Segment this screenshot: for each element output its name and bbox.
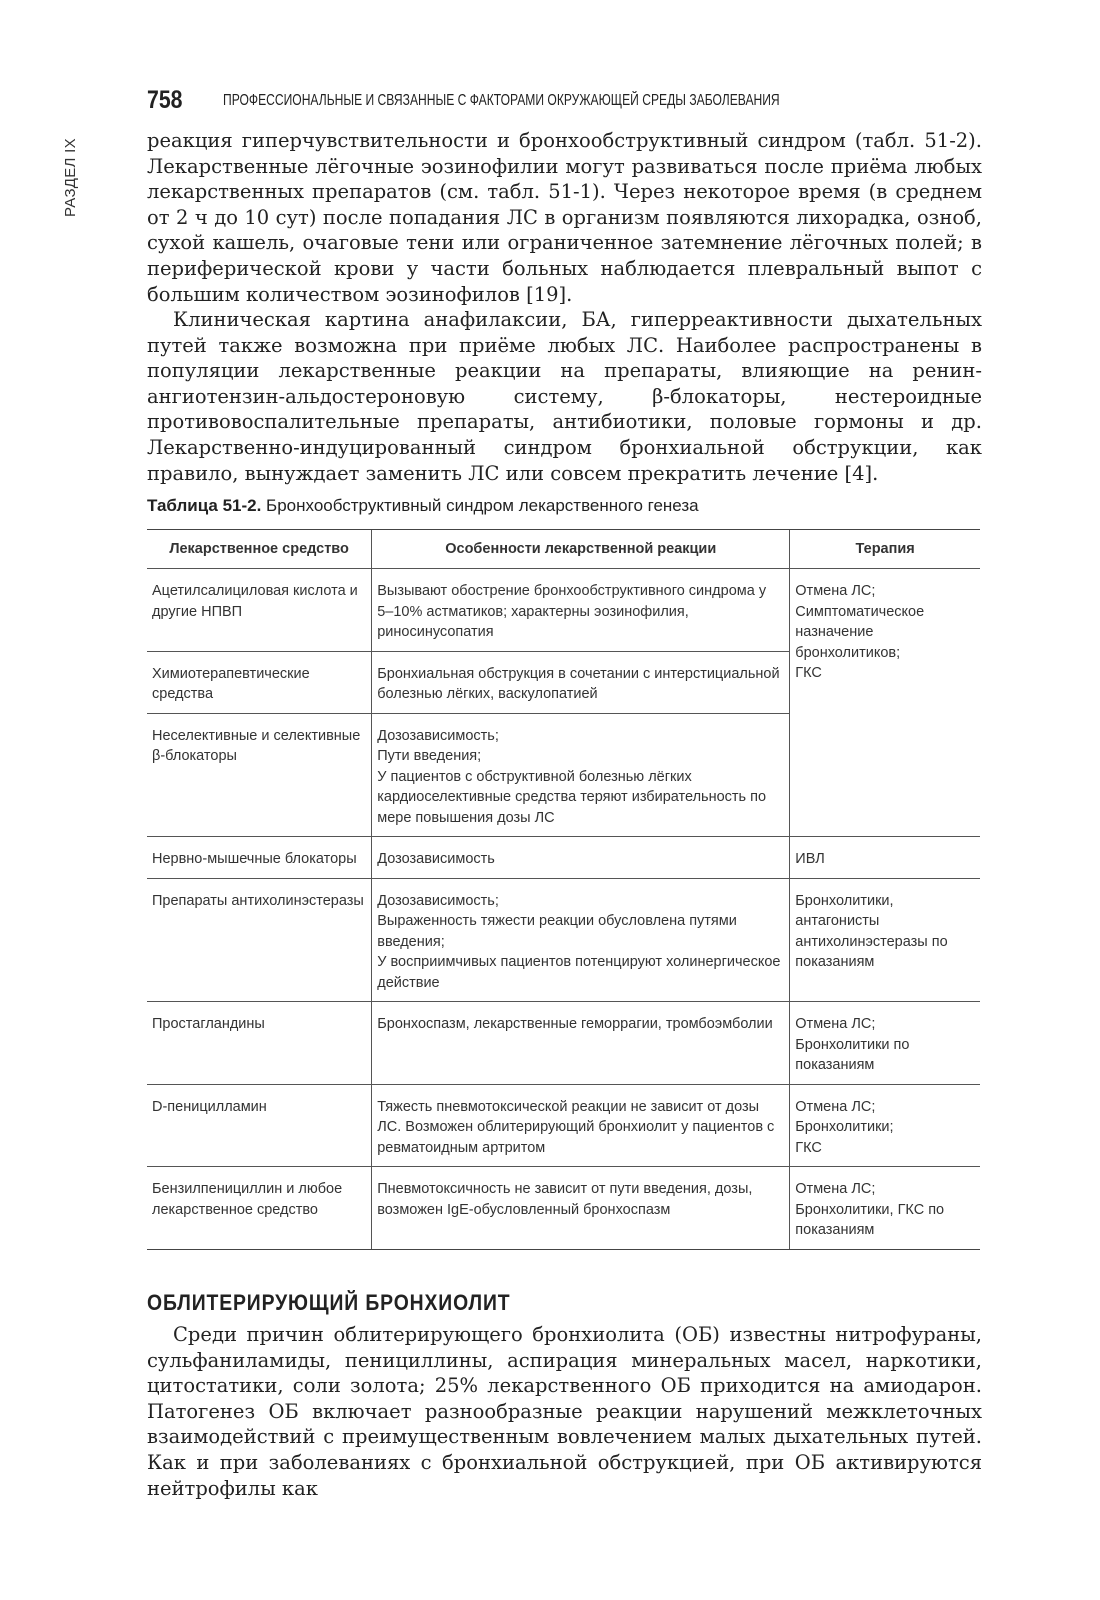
section-heading: ОБЛИТЕРИРУЮЩИЙ БРОНХИОЛИТ	[147, 1290, 511, 1315]
table-row	[147, 569, 980, 652]
therapy-cell	[790, 569, 980, 837]
drug-cell: Ацетилсалициловая кислота и другие НПВП	[147, 569, 372, 652]
drug-cell: Неселективные и селективные β-блокаторы	[147, 713, 372, 837]
drug-cell: Простагландины	[147, 1002, 372, 1085]
column-header-reaction: Особенности лекарственной реакции	[372, 530, 790, 569]
drug-cell: Препараты антихолинэстеразы	[147, 878, 372, 1002]
table-row	[147, 1084, 980, 1167]
reaction-cell: Тяжесть пневмотоксической реакции не зависит от дозы ЛС. Возможен облитерирующий бронхиолит у пациентов с ревматоидным артритом	[372, 1084, 790, 1167]
reaction-cell: Бронхоспазм, лекарственные геморрагии, тромбоэмболии	[372, 1002, 790, 1085]
section-side-label-text: РАЗДЕЛ IX	[62, 138, 79, 217]
therapy-cell: Отмена ЛС; Бронхолитики по показаниям	[790, 1002, 980, 1085]
therapy-cell-text	[795, 581, 965, 684]
reaction-cell: Дозозависимость	[372, 837, 790, 879]
paragraph-hypersensitivity: реакция гиперчувствительности и бронхообструктивный синдром (табл. 51-2). Лекарственные лёгочные эозинофилии могут развиваться после приёма любых лекарственных препаратов (см. табл. 51-1). Через некоторое время (в среднем от 2 ч до 10 сут) после попадания ЛС в организм появляются лихорадка, озноб, сухой кашель, очаговые тени или ограниченное затемнение лёгочных полей; в периферической крови у части больных наблюдается плевральный выпот с большим количеством эозинофилов [19].	[147, 129, 982, 306]
reaction-cell: Дозозависимость; Выраженность тяжести реакции обусловлена путями введения; У восприимчивых пациентов потенцируют холинергическое действие	[372, 878, 790, 1002]
column-header-therapy: Терапия	[790, 530, 980, 569]
page-header	[147, 88, 982, 118]
paragraph-bronchiolitis: Среди причин облитерирующего бронхиолита (ОБ) известны нитрофураны, сульфаниламиды, пенициллины, аспирация минеральных масел, наркотики, цитостатики, соли золота; 25% лекарственного ОБ приходится на амиодарон. Патогенез ОБ включает разнообразные реакции нарушений межклеточных взаимодействий с преимущественным вовлечением малых дыхательных путей. Как и при заболеваниях с бронхиальной обструкцией, при ОБ активируются нейтрофилы как	[147, 1323, 982, 1500]
drug-cell: Химиотерапевтические средства	[147, 651, 372, 713]
drug-cell: Нервно-мышечные блокаторы	[147, 837, 372, 879]
drug-cell: Бензилпенициллин и любое лекарственное средство	[147, 1167, 372, 1250]
running-title: ПРОФЕССИОНАЛЬНЫЕ И СВЯЗАННЫЕ С ФАКТОРАМИ ОКРУЖАЮЩЕЙ СРЕДЫ ЗАБОЛЕВАНИЯ	[223, 92, 780, 109]
therapy-line: ГКС	[795, 665, 822, 681]
therapy-line: Отмена ЛС;	[795, 583, 876, 599]
table-caption-text: Бронхообструктивный синдром лекарственного генеза	[261, 496, 699, 515]
therapy-cell: ИВЛ	[790, 837, 980, 879]
paragraph-anaphylaxis: Клиническая картина анафилаксии, БА, гиперреактивности дыхательных путей также возможна при приёме любых ЛС. Наиболее распространены в популяции лекарственные реакции на препараты, влияющие на ренин-ангиотензин-альдостероновую систему, β-блокаторы, нестероидные противовоспалительные препараты, антибиотики, половые гормоны и др. Лекарственно-индуцированный синдром бронхиальной обструкции, как правило, вынуждает заменить ЛС или совсем прекратить лечение [4].	[147, 308, 982, 485]
table-row	[147, 837, 980, 879]
table-header-row	[147, 530, 980, 569]
drug-reaction-table	[147, 529, 980, 1250]
reaction-cell: Вызывают обострение бронхообструктивного синдрома у 5–10% астматиков; характерны эозинофилия, риносинусопатия	[372, 569, 790, 652]
therapy-cell: Отмена ЛС; Бронхолитики, ГКС по показаниям	[790, 1167, 980, 1250]
table-caption-label: Таблица 51-2.	[147, 496, 262, 515]
table-row	[147, 878, 980, 1002]
therapy-line: Симптоматическое назначение бронхолитиков;	[795, 603, 925, 661]
page-number: 758	[147, 86, 183, 114]
therapy-cell: Бронхолитики, антагонисты антихолинэстеразы по показаниям	[790, 878, 980, 1002]
section-side-label	[62, 137, 80, 217]
reaction-cell: Дозозависимость; Пути введения; У пациентов с обструктивной болезнью лёгких кардиоселективные средства теряют избирательность по мере повышения дозы ЛС	[372, 713, 790, 837]
column-header-drug: Лекарственное средство	[147, 530, 372, 569]
reaction-cell: Бронхиальная обструкция в сочетании с интерстициальной болезнью лёгких, васкулопатией	[372, 651, 790, 713]
table-row	[147, 1167, 980, 1250]
reaction-cell: Пневмотоксичность не зависит от пути введения, дозы, возможен IgE-обусловленный бронхоспазм	[372, 1167, 790, 1250]
table-row	[147, 1002, 980, 1085]
drug-cell: D-пеницилламин	[147, 1084, 372, 1167]
table-caption	[147, 496, 699, 516]
therapy-cell: Отмена ЛС; Бронхолитики; ГКС	[790, 1084, 980, 1167]
